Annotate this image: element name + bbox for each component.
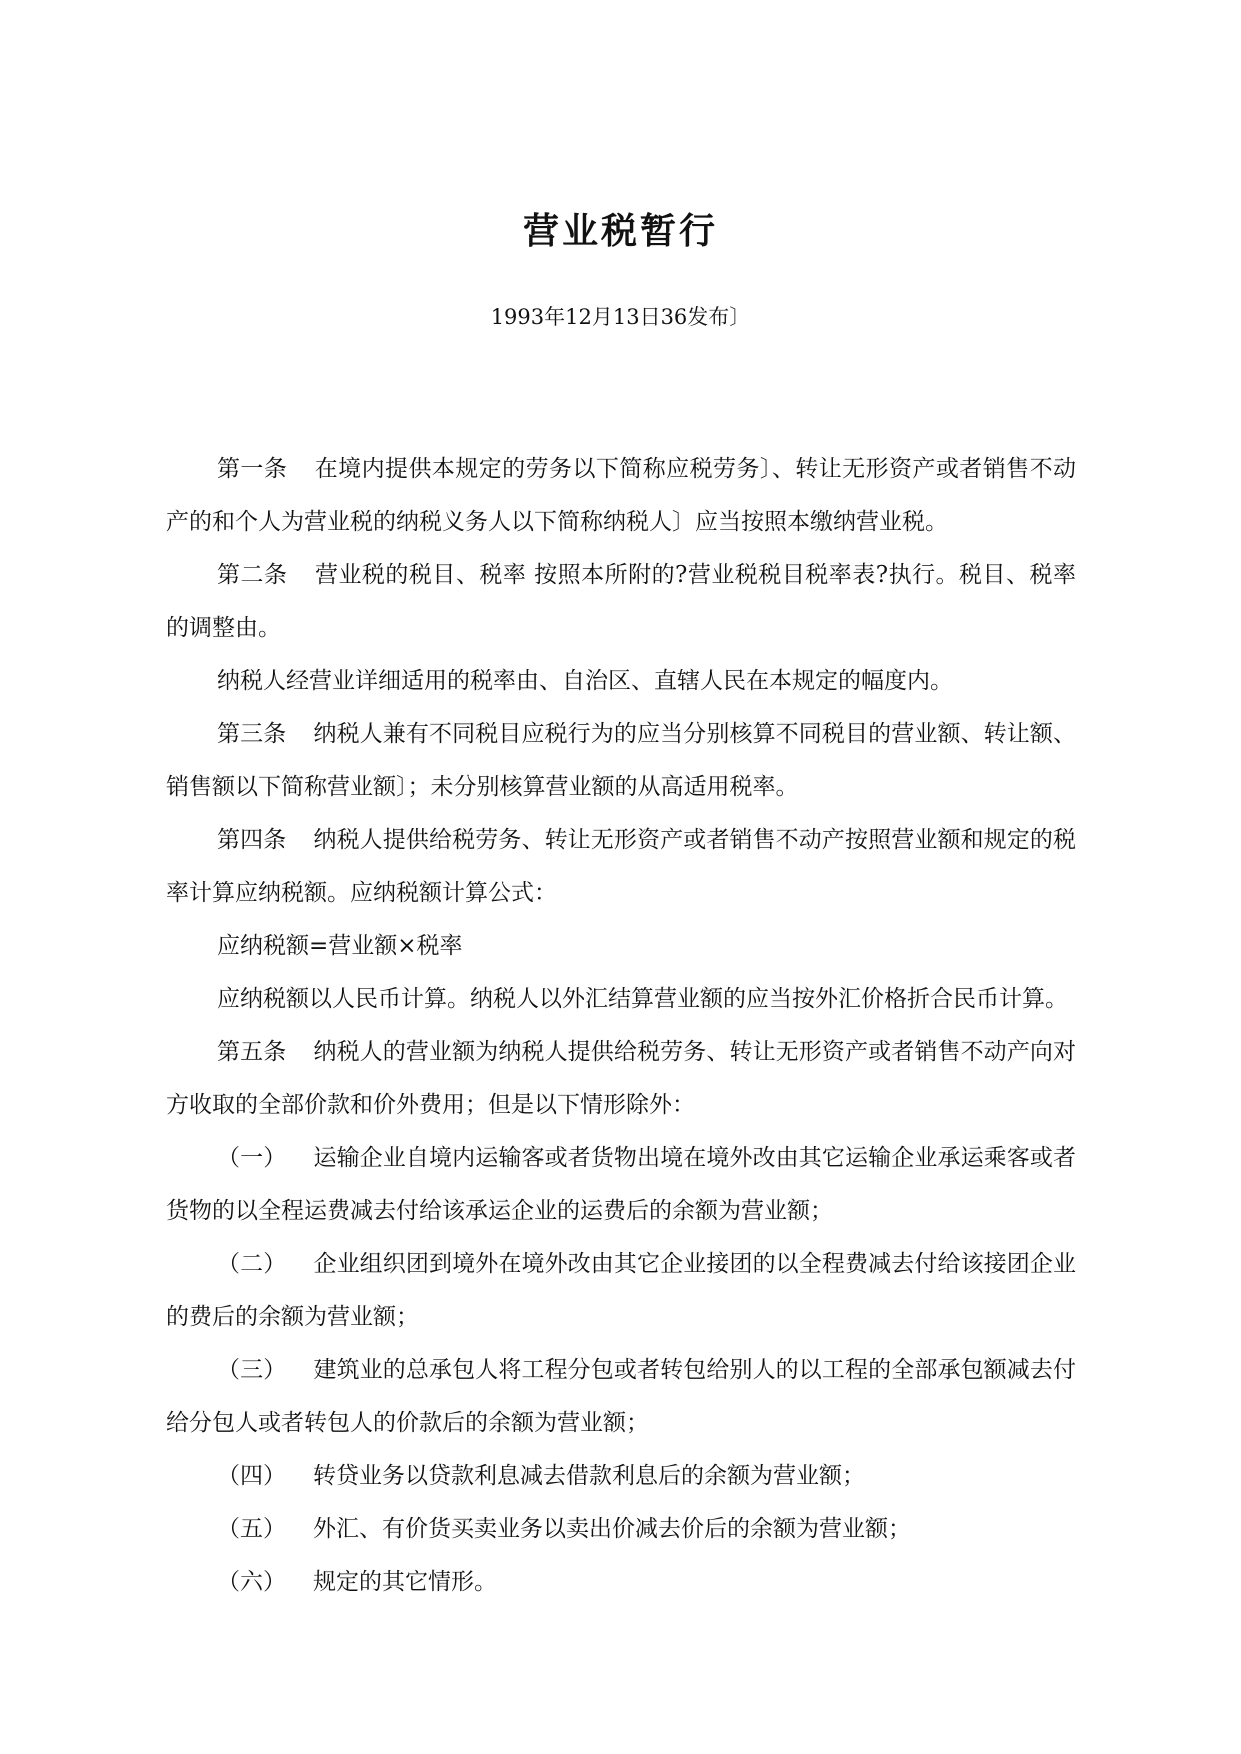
- paragraph-lead: 第五条: [217, 1039, 287, 1065]
- list-item: [166, 1503, 1076, 1556]
- list-item: [166, 1132, 1076, 1238]
- article-1: [166, 443, 1076, 549]
- formula: [166, 920, 1076, 973]
- paragraph-text: 纳税人的营业额为纳税人提供给税劳务、转让无形资产或者销售不动产向对方收取的全部价款和价外费用；但是以下情形除外：: [166, 1039, 1077, 1118]
- paragraph-text: 规定的其它情形。: [313, 1569, 497, 1595]
- paragraph-text: 外汇、有价货买卖业务以卖出价减去价后的余额为营业额；: [313, 1516, 911, 1542]
- list-item: [166, 1450, 1076, 1503]
- paragraph-lead: 第四条: [217, 827, 287, 853]
- paragraph-text: 转贷业务以贷款利息减去借款利息后的余额为营业额；: [313, 1463, 865, 1489]
- paragraph-text: 在境内提供本规定的劳务以下简称应税劳务〕、转让无形资产或者销售不动产的和个人为营业税的纳税义务人以下简称纳税人〕应当按照本缴纳营业税。: [166, 456, 1077, 535]
- article-5: [166, 1026, 1076, 1132]
- list-item-marker: （五）: [217, 1516, 286, 1542]
- paragraph-lead: 第二条: [217, 562, 288, 588]
- paragraph-text: 应纳税额以人民币计算。纳税人以外汇结算营业额的应当按外汇价格折合民币计算。: [217, 986, 1068, 1012]
- list-item-marker: （六）: [217, 1569, 286, 1595]
- paragraph-lead: 第三条: [217, 721, 287, 747]
- paragraph-text: 纳税人经营业详细适用的税率由、自治区、直辖人民在本规定的幅度内。: [217, 668, 953, 694]
- document-subtitle: 1993年12月13日36发布〕: [490, 305, 751, 329]
- paragraph-text: 营业税的税目、税率 按照本所附的?营业税税目税率表?执行。税目、税率的调整由。: [166, 562, 1076, 641]
- paragraph: [166, 655, 1076, 708]
- paragraph-lead: 第一条: [217, 456, 288, 482]
- list-item: [166, 1556, 1076, 1609]
- list-item: [166, 1238, 1076, 1344]
- paragraph-text: 企业组织团到境外在境外改由其它企业接团的以全程费减去付给该接团企业的费后的余额为营业额；: [166, 1251, 1077, 1330]
- document-title: 营业税暂行: [522, 211, 718, 252]
- list-item-marker: （三）: [217, 1357, 287, 1383]
- paragraph-text: 纳税人兼有不同税目应税行为的应当分别核算不同税目的营业额、转让额、销售额以下简称营业额〕；未分别核算营业额的从高适用税率。: [166, 721, 1077, 800]
- list-item: [166, 1344, 1076, 1450]
- article-2: [166, 549, 1076, 655]
- paragraph-text: 建筑业的总承包人将工程分包或者转包给别人的以工程的全部承包额减去付给分包人或者转包人的价款后的余额为营业额；: [166, 1357, 1077, 1436]
- document-body: [166, 443, 1076, 1609]
- paragraph-text: 应纳税额=营业额×税率: [217, 933, 463, 959]
- list-item-marker: （二）: [217, 1251, 287, 1277]
- paragraph-text: 运输企业自境内运输客或者货物出境在境外改由其它运输企业承运乘客或者货物的以全程运费减去付给该承运企业的运费后的余额为营业额；: [166, 1145, 1077, 1224]
- paragraph-text: 纳税人提供给税劳务、转让无形资产或者销售不动产按照营业额和规定的税率计算应纳税额。应纳税额计算公式：: [166, 827, 1077, 906]
- list-item-marker: （一）: [217, 1145, 287, 1171]
- article-3: [166, 708, 1076, 814]
- paragraph: [166, 973, 1076, 1026]
- list-item-marker: （四）: [217, 1463, 286, 1489]
- article-4: [166, 814, 1076, 920]
